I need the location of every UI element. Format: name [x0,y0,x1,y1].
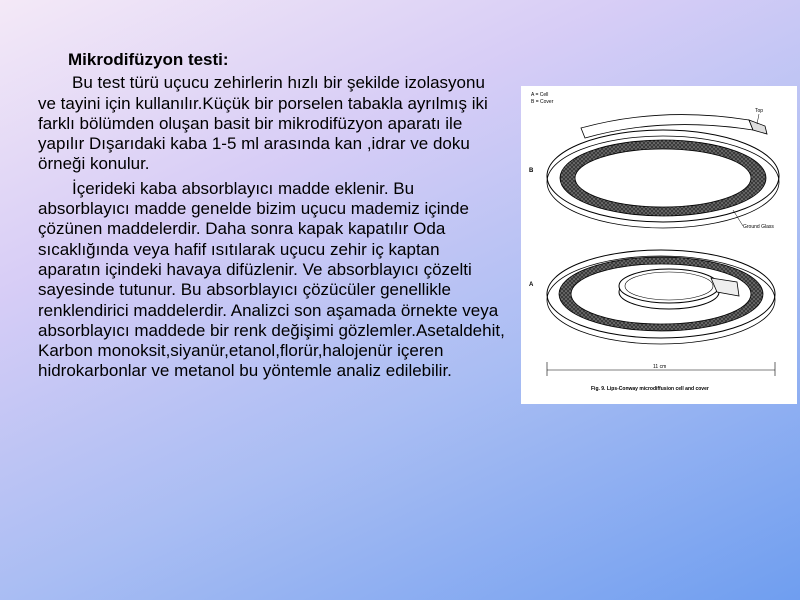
microdiffusion-illustration [521,86,797,404]
label-a: A [529,282,534,288]
cover-center [575,149,751,207]
cell-inner-chamber [625,272,713,300]
paragraph-2: İçerideki kaba absorblayıcı madde eklenir. Bu absorblayıcı madde genelde bizim uçucu mademiz içinde çözünen maddelerdir. Daha sonra kapak kapatılır Oda sıcaklığında veya hafif ısıtılarak uçucu zehir iç kaptan aparatın içindeki havaya difüzlenir. Ve absorblayıcı çözelti sayesinde tutunur. Bu absorblayıcı çözücüler genellikle renklendirici maddelerdir. Analizci son aşamada örnekte veya absorblayıcı maddede bir renk değişimi gözlemler.Asetaldehit, Karbon monoksit,siyanür,etanol,florür,halojenür içeren hidrokarbonlar ve metanol bu yöntemle analiz edilebilir. [38,178,505,381]
paragraph-1: Bu test türü uçucu zehirlerin hızlı bir şekilde izolasyonu ve tayini için kullanılır.Küçük bir porselen tabakla ayrılmış iki farklı bölümden oluşan basit bir mikrodifüzyon aparatı ile yapılır Dışarıdaki kaba 1-5 ml arasında kan ,idrar ve doku örneği konulur. [38,73,488,174]
label-b: B [529,168,534,174]
top-leader [757,114,759,124]
dimension-label: 11 cm [653,364,667,370]
figure-caption: Fig. 9. Lips-Conway microdiffusion cell and cover [591,386,709,392]
label-top: Top [755,108,764,114]
cover-tab-end [749,120,767,134]
microdiffusion-figure [521,86,797,404]
slide-title: Mikrodifüzyon testi: [68,50,229,69]
slide-text [38,50,506,386]
legend-a: A = Cell [531,92,549,98]
label-ground-glass: Ground Glass [743,224,774,230]
legend-b: B = Cover [531,99,554,105]
